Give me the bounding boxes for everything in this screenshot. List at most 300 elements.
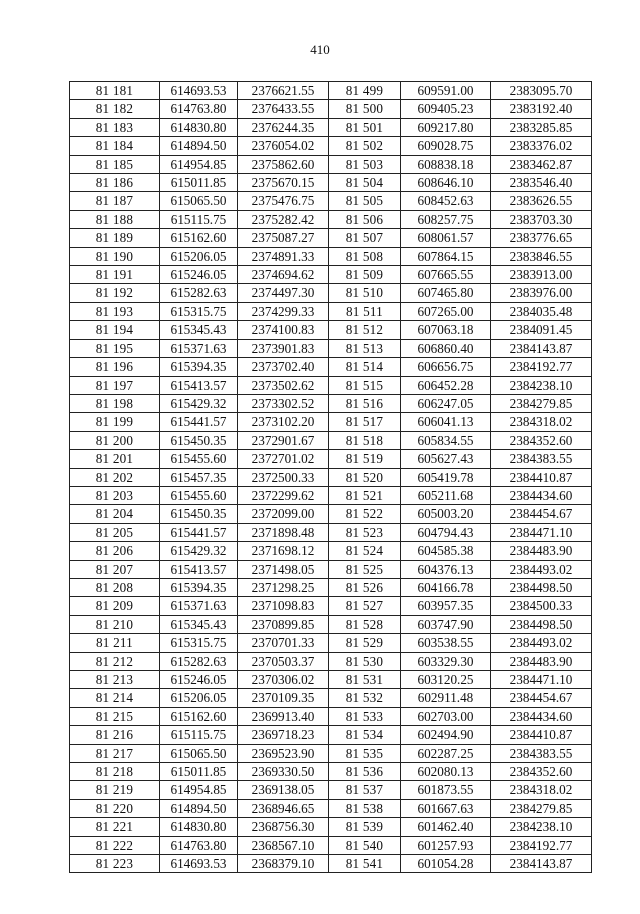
- point-id-right: 81 539: [329, 818, 401, 836]
- x-coordinate-left: 615065.50: [160, 192, 238, 210]
- x-coordinate-right: 609591.00: [401, 82, 491, 100]
- x-coordinate-right: 607465.80: [401, 284, 491, 302]
- x-coordinate-right: 606041.13: [401, 413, 491, 431]
- x-coordinate-right: 603329.30: [401, 652, 491, 670]
- y-coordinate-right: 2384143.87: [491, 855, 592, 873]
- point-id-right: 81 540: [329, 836, 401, 854]
- x-coordinate-right: 601257.93: [401, 836, 491, 854]
- x-coordinate-left: 615315.75: [160, 634, 238, 652]
- point-id-right: 81 523: [329, 523, 401, 541]
- point-id-right: 81 526: [329, 578, 401, 596]
- x-coordinate-right: 608452.63: [401, 192, 491, 210]
- table-row: [70, 707, 592, 725]
- table-row: [70, 763, 592, 781]
- table-row: [70, 413, 592, 431]
- x-coordinate-right: 605419.78: [401, 468, 491, 486]
- table-row: [70, 468, 592, 486]
- y-coordinate-right: 2384410.87: [491, 468, 592, 486]
- point-id-left: 81 201: [70, 450, 160, 468]
- point-id-right: 81 511: [329, 302, 401, 320]
- point-id-right: 81 529: [329, 634, 401, 652]
- y-coordinate-right: 2383913.00: [491, 266, 592, 284]
- y-coordinate-right: 2384318.02: [491, 413, 592, 431]
- point-id-left: 81 203: [70, 486, 160, 504]
- page-number: 410: [310, 42, 330, 57]
- x-coordinate-left: 615371.63: [160, 597, 238, 615]
- x-coordinate-left: 614894.50: [160, 137, 238, 155]
- y-coordinate-right: 2383462.87: [491, 155, 592, 173]
- table-row: [70, 671, 592, 689]
- x-coordinate-left: 615246.05: [160, 671, 238, 689]
- x-coordinate-left: 614830.80: [160, 818, 238, 836]
- y-coordinate-left: 2374694.62: [238, 266, 329, 284]
- point-id-right: 81 531: [329, 671, 401, 689]
- table-row: [70, 505, 592, 523]
- table-row: [70, 799, 592, 817]
- point-id-left: 81 192: [70, 284, 160, 302]
- point-id-left: 81 197: [70, 376, 160, 394]
- x-coordinate-right: 606452.28: [401, 376, 491, 394]
- y-coordinate-left: 2375862.60: [238, 155, 329, 173]
- x-coordinate-left: 615450.35: [160, 505, 238, 523]
- table-row: [70, 597, 592, 615]
- point-id-right: 81 533: [329, 707, 401, 725]
- y-coordinate-right: 2383976.00: [491, 284, 592, 302]
- table-row: [70, 578, 592, 596]
- x-coordinate-left: 615115.75: [160, 210, 238, 228]
- y-coordinate-right: 2384091.45: [491, 321, 592, 339]
- coordinate-table-body: [70, 82, 592, 873]
- y-coordinate-left: 2374299.33: [238, 302, 329, 320]
- x-coordinate-right: 605003.20: [401, 505, 491, 523]
- x-coordinate-right: 604166.78: [401, 578, 491, 596]
- table-row: [70, 321, 592, 339]
- x-coordinate-right: 609405.23: [401, 100, 491, 118]
- y-coordinate-right: 2384279.85: [491, 394, 592, 412]
- point-id-left: 81 195: [70, 339, 160, 357]
- y-coordinate-right: 2384279.85: [491, 799, 592, 817]
- point-id-right: 81 532: [329, 689, 401, 707]
- y-coordinate-left: 2376244.35: [238, 118, 329, 136]
- y-coordinate-left: 2370701.33: [238, 634, 329, 652]
- x-coordinate-left: 615282.63: [160, 284, 238, 302]
- point-id-left: 81 209: [70, 597, 160, 615]
- coordinate-table: [69, 81, 592, 873]
- x-coordinate-right: 603747.90: [401, 615, 491, 633]
- y-coordinate-right: 2384383.55: [491, 744, 592, 762]
- y-coordinate-right: 2384192.77: [491, 836, 592, 854]
- point-id-left: 81 200: [70, 431, 160, 449]
- x-coordinate-right: 601462.40: [401, 818, 491, 836]
- y-coordinate-left: 2369718.23: [238, 726, 329, 744]
- y-coordinate-right: 2384434.60: [491, 486, 592, 504]
- x-coordinate-right: 604376.13: [401, 560, 491, 578]
- x-coordinate-left: 615162.60: [160, 229, 238, 247]
- x-coordinate-left: 614954.85: [160, 781, 238, 799]
- table-row: [70, 744, 592, 762]
- table-row: [70, 210, 592, 228]
- y-coordinate-left: 2375476.75: [238, 192, 329, 210]
- y-coordinate-right: 2384352.60: [491, 763, 592, 781]
- y-coordinate-left: 2374100.83: [238, 321, 329, 339]
- point-id-left: 81 196: [70, 358, 160, 376]
- x-coordinate-right: 605627.43: [401, 450, 491, 468]
- x-coordinate-right: 606656.75: [401, 358, 491, 376]
- point-id-left: 81 205: [70, 523, 160, 541]
- y-coordinate-right: 2384238.10: [491, 818, 592, 836]
- x-coordinate-left: 615394.35: [160, 358, 238, 376]
- point-id-right: 81 520: [329, 468, 401, 486]
- y-coordinate-right: 2384498.50: [491, 578, 592, 596]
- y-coordinate-left: 2369138.05: [238, 781, 329, 799]
- y-coordinate-left: 2369913.40: [238, 707, 329, 725]
- y-coordinate-left: 2370503.37: [238, 652, 329, 670]
- table-row: [70, 726, 592, 744]
- x-coordinate-right: 607265.00: [401, 302, 491, 320]
- x-coordinate-left: 615065.50: [160, 744, 238, 762]
- table-row: [70, 174, 592, 192]
- point-id-left: 81 222: [70, 836, 160, 854]
- table-row: [70, 652, 592, 670]
- y-coordinate-right: 2383776.65: [491, 229, 592, 247]
- x-coordinate-left: 614894.50: [160, 799, 238, 817]
- x-coordinate-left: 615450.35: [160, 431, 238, 449]
- y-coordinate-right: 2384471.10: [491, 671, 592, 689]
- y-coordinate-right: 2384035.48: [491, 302, 592, 320]
- y-coordinate-right: 2384498.50: [491, 615, 592, 633]
- point-id-right: 81 517: [329, 413, 401, 431]
- point-id-left: 81 191: [70, 266, 160, 284]
- x-coordinate-left: 615011.85: [160, 174, 238, 192]
- y-coordinate-left: 2368379.10: [238, 855, 329, 873]
- point-id-left: 81 213: [70, 671, 160, 689]
- point-id-right: 81 524: [329, 542, 401, 560]
- y-coordinate-right: 2384434.60: [491, 707, 592, 725]
- x-coordinate-right: 608838.18: [401, 155, 491, 173]
- point-id-right: 81 528: [329, 615, 401, 633]
- y-coordinate-right: 2384493.02: [491, 634, 592, 652]
- point-id-right: 81 527: [329, 597, 401, 615]
- x-coordinate-left: 615206.05: [160, 689, 238, 707]
- point-id-left: 81 208: [70, 578, 160, 596]
- y-coordinate-left: 2375087.27: [238, 229, 329, 247]
- point-id-right: 81 505: [329, 192, 401, 210]
- y-coordinate-left: 2371098.83: [238, 597, 329, 615]
- y-coordinate-right: 2384238.10: [491, 376, 592, 394]
- y-coordinate-right: 2383846.55: [491, 247, 592, 265]
- point-id-left: 81 210: [70, 615, 160, 633]
- table-row: [70, 339, 592, 357]
- table-row: [70, 137, 592, 155]
- x-coordinate-left: 615455.60: [160, 486, 238, 504]
- point-id-left: 81 185: [70, 155, 160, 173]
- table-row: [70, 689, 592, 707]
- point-id-left: 81 218: [70, 763, 160, 781]
- x-coordinate-left: 614763.80: [160, 100, 238, 118]
- x-coordinate-left: 615345.43: [160, 615, 238, 633]
- point-id-left: 81 181: [70, 82, 160, 100]
- point-id-right: 81 512: [329, 321, 401, 339]
- y-coordinate-left: 2372500.33: [238, 468, 329, 486]
- point-id-left: 81 220: [70, 799, 160, 817]
- y-coordinate-right: 2384410.87: [491, 726, 592, 744]
- y-coordinate-right: 2384143.87: [491, 339, 592, 357]
- table-row: [70, 523, 592, 541]
- y-coordinate-left: 2374891.33: [238, 247, 329, 265]
- y-coordinate-right: 2383285.85: [491, 118, 592, 136]
- y-coordinate-left: 2373102.20: [238, 413, 329, 431]
- point-id-right: 81 508: [329, 247, 401, 265]
- y-coordinate-left: 2372299.62: [238, 486, 329, 504]
- y-coordinate-left: 2370109.35: [238, 689, 329, 707]
- y-coordinate-left: 2373901.83: [238, 339, 329, 357]
- table-row: [70, 376, 592, 394]
- y-coordinate-left: 2373502.62: [238, 376, 329, 394]
- y-coordinate-left: 2369523.90: [238, 744, 329, 762]
- x-coordinate-left: 615246.05: [160, 266, 238, 284]
- y-coordinate-left: 2370306.02: [238, 671, 329, 689]
- point-id-left: 81 206: [70, 542, 160, 560]
- table-row: [70, 634, 592, 652]
- point-id-left: 81 187: [70, 192, 160, 210]
- table-row: [70, 118, 592, 136]
- x-coordinate-right: 607063.18: [401, 321, 491, 339]
- point-id-right: 81 502: [329, 137, 401, 155]
- x-coordinate-left: 615206.05: [160, 247, 238, 265]
- point-id-right: 81 514: [329, 358, 401, 376]
- table-row: [70, 818, 592, 836]
- x-coordinate-right: 607665.55: [401, 266, 491, 284]
- y-coordinate-left: 2371698.12: [238, 542, 329, 560]
- point-id-right: 81 503: [329, 155, 401, 173]
- point-id-right: 81 525: [329, 560, 401, 578]
- y-coordinate-left: 2372701.02: [238, 450, 329, 468]
- x-coordinate-left: 615371.63: [160, 339, 238, 357]
- table-row: [70, 542, 592, 560]
- point-id-right: 81 500: [329, 100, 401, 118]
- y-coordinate-right: 2383376.02: [491, 137, 592, 155]
- y-coordinate-left: 2374497.30: [238, 284, 329, 302]
- x-coordinate-right: 602080.13: [401, 763, 491, 781]
- x-coordinate-right: 608257.75: [401, 210, 491, 228]
- y-coordinate-left: 2373302.52: [238, 394, 329, 412]
- point-id-right: 81 516: [329, 394, 401, 412]
- point-id-left: 81 216: [70, 726, 160, 744]
- table-row: [70, 229, 592, 247]
- point-id-left: 81 186: [70, 174, 160, 192]
- point-id-right: 81 538: [329, 799, 401, 817]
- x-coordinate-left: 615345.43: [160, 321, 238, 339]
- point-id-left: 81 223: [70, 855, 160, 873]
- y-coordinate-left: 2371498.05: [238, 560, 329, 578]
- table-row: [70, 615, 592, 633]
- x-coordinate-right: 608646.10: [401, 174, 491, 192]
- point-id-right: 81 530: [329, 652, 401, 670]
- point-id-left: 81 193: [70, 302, 160, 320]
- y-coordinate-right: 2383703.30: [491, 210, 592, 228]
- y-coordinate-right: 2384192.77: [491, 358, 592, 376]
- point-id-right: 81 518: [329, 431, 401, 449]
- table-row: [70, 82, 592, 100]
- table-row: [70, 450, 592, 468]
- y-coordinate-right: 2384471.10: [491, 523, 592, 541]
- point-id-left: 81 194: [70, 321, 160, 339]
- point-id-left: 81 182: [70, 100, 160, 118]
- y-coordinate-left: 2370899.85: [238, 615, 329, 633]
- point-id-left: 81 219: [70, 781, 160, 799]
- point-id-right: 81 536: [329, 763, 401, 781]
- point-id-left: 81 212: [70, 652, 160, 670]
- y-coordinate-right: 2384454.67: [491, 505, 592, 523]
- point-id-right: 81 535: [329, 744, 401, 762]
- y-coordinate-left: 2369330.50: [238, 763, 329, 781]
- point-id-right: 81 541: [329, 855, 401, 873]
- y-coordinate-left: 2372901.67: [238, 431, 329, 449]
- point-id-left: 81 183: [70, 118, 160, 136]
- y-coordinate-left: 2371898.48: [238, 523, 329, 541]
- table-row: [70, 266, 592, 284]
- point-id-left: 81 215: [70, 707, 160, 725]
- x-coordinate-right: 603538.55: [401, 634, 491, 652]
- x-coordinate-left: 615315.75: [160, 302, 238, 320]
- table-row: [70, 192, 592, 210]
- x-coordinate-left: 614830.80: [160, 118, 238, 136]
- point-id-left: 81 214: [70, 689, 160, 707]
- y-coordinate-right: 2384483.90: [491, 542, 592, 560]
- point-id-right: 81 506: [329, 210, 401, 228]
- y-coordinate-right: 2384318.02: [491, 781, 592, 799]
- x-coordinate-left: 615394.35: [160, 578, 238, 596]
- table-row: [70, 358, 592, 376]
- x-coordinate-left: 615413.57: [160, 560, 238, 578]
- y-coordinate-left: 2372099.00: [238, 505, 329, 523]
- point-id-left: 81 204: [70, 505, 160, 523]
- y-coordinate-left: 2376433.55: [238, 100, 329, 118]
- point-id-left: 81 190: [70, 247, 160, 265]
- point-id-left: 81 211: [70, 634, 160, 652]
- y-coordinate-right: 2383546.40: [491, 174, 592, 192]
- x-coordinate-right: 603957.35: [401, 597, 491, 615]
- x-coordinate-left: 614693.53: [160, 82, 238, 100]
- x-coordinate-left: 615282.63: [160, 652, 238, 670]
- x-coordinate-left: 614763.80: [160, 836, 238, 854]
- y-coordinate-left: 2373702.40: [238, 358, 329, 376]
- x-coordinate-left: 615441.57: [160, 523, 238, 541]
- point-id-left: 81 188: [70, 210, 160, 228]
- x-coordinate-right: 609028.75: [401, 137, 491, 155]
- point-id-left: 81 198: [70, 394, 160, 412]
- point-id-right: 81 515: [329, 376, 401, 394]
- y-coordinate-right: 2384493.02: [491, 560, 592, 578]
- x-coordinate-right: 601054.28: [401, 855, 491, 873]
- x-coordinate-right: 606247.05: [401, 394, 491, 412]
- x-coordinate-right: 604585.38: [401, 542, 491, 560]
- point-id-right: 81 513: [329, 339, 401, 357]
- x-coordinate-left: 614693.53: [160, 855, 238, 873]
- y-coordinate-left: 2376621.55: [238, 82, 329, 100]
- table-row: [70, 394, 592, 412]
- y-coordinate-left: 2368756.30: [238, 818, 329, 836]
- x-coordinate-left: 615429.32: [160, 394, 238, 412]
- x-coordinate-left: 615011.85: [160, 763, 238, 781]
- point-id-right: 81 509: [329, 266, 401, 284]
- point-id-left: 81 184: [70, 137, 160, 155]
- y-coordinate-left: 2368567.10: [238, 836, 329, 854]
- y-coordinate-left: 2371298.25: [238, 578, 329, 596]
- point-id-left: 81 189: [70, 229, 160, 247]
- x-coordinate-left: 614954.85: [160, 155, 238, 173]
- x-coordinate-right: 605834.55: [401, 431, 491, 449]
- y-coordinate-right: 2384352.60: [491, 431, 592, 449]
- x-coordinate-left: 615162.60: [160, 707, 238, 725]
- point-id-right: 81 519: [329, 450, 401, 468]
- point-id-left: 81 221: [70, 818, 160, 836]
- table-row: [70, 560, 592, 578]
- table-row: [70, 155, 592, 173]
- point-id-right: 81 507: [329, 229, 401, 247]
- y-coordinate-right: 2384483.90: [491, 652, 592, 670]
- table-row: [70, 431, 592, 449]
- y-coordinate-left: 2375670.15: [238, 174, 329, 192]
- x-coordinate-left: 615413.57: [160, 376, 238, 394]
- point-id-right: 81 504: [329, 174, 401, 192]
- x-coordinate-right: 604794.43: [401, 523, 491, 541]
- point-id-left: 81 202: [70, 468, 160, 486]
- point-id-right: 81 537: [329, 781, 401, 799]
- table-row: [70, 302, 592, 320]
- point-id-right: 81 501: [329, 118, 401, 136]
- x-coordinate-right: 601873.55: [401, 781, 491, 799]
- table-row: [70, 284, 592, 302]
- point-id-right: 81 499: [329, 82, 401, 100]
- point-id-right: 81 534: [329, 726, 401, 744]
- x-coordinate-left: 615441.57: [160, 413, 238, 431]
- point-id-left: 81 217: [70, 744, 160, 762]
- y-coordinate-right: 2383626.55: [491, 192, 592, 210]
- table-row: [70, 486, 592, 504]
- point-id-left: 81 199: [70, 413, 160, 431]
- y-coordinate-left: 2376054.02: [238, 137, 329, 155]
- y-coordinate-left: 2375282.42: [238, 210, 329, 228]
- x-coordinate-right: 605211.68: [401, 486, 491, 504]
- x-coordinate-right: 602494.90: [401, 726, 491, 744]
- x-coordinate-right: 609217.80: [401, 118, 491, 136]
- table-row: [70, 836, 592, 854]
- x-coordinate-right: 601667.63: [401, 799, 491, 817]
- point-id-left: 81 207: [70, 560, 160, 578]
- y-coordinate-right: 2384383.55: [491, 450, 592, 468]
- x-coordinate-right: 606860.40: [401, 339, 491, 357]
- y-coordinate-left: 2368946.65: [238, 799, 329, 817]
- x-coordinate-left: 615429.32: [160, 542, 238, 560]
- x-coordinate-right: 602911.48: [401, 689, 491, 707]
- point-id-right: 81 521: [329, 486, 401, 504]
- y-coordinate-right: 2384454.67: [491, 689, 592, 707]
- x-coordinate-right: 608061.57: [401, 229, 491, 247]
- table-row: [70, 100, 592, 118]
- x-coordinate-left: 615457.35: [160, 468, 238, 486]
- point-id-right: 81 522: [329, 505, 401, 523]
- x-coordinate-right: 603120.25: [401, 671, 491, 689]
- x-coordinate-right: 607864.15: [401, 247, 491, 265]
- x-coordinate-left: 615455.60: [160, 450, 238, 468]
- y-coordinate-right: 2384500.33: [491, 597, 592, 615]
- point-id-right: 81 510: [329, 284, 401, 302]
- x-coordinate-right: 602287.25: [401, 744, 491, 762]
- table-row: [70, 781, 592, 799]
- table-row: [70, 247, 592, 265]
- y-coordinate-right: 2383095.70: [491, 82, 592, 100]
